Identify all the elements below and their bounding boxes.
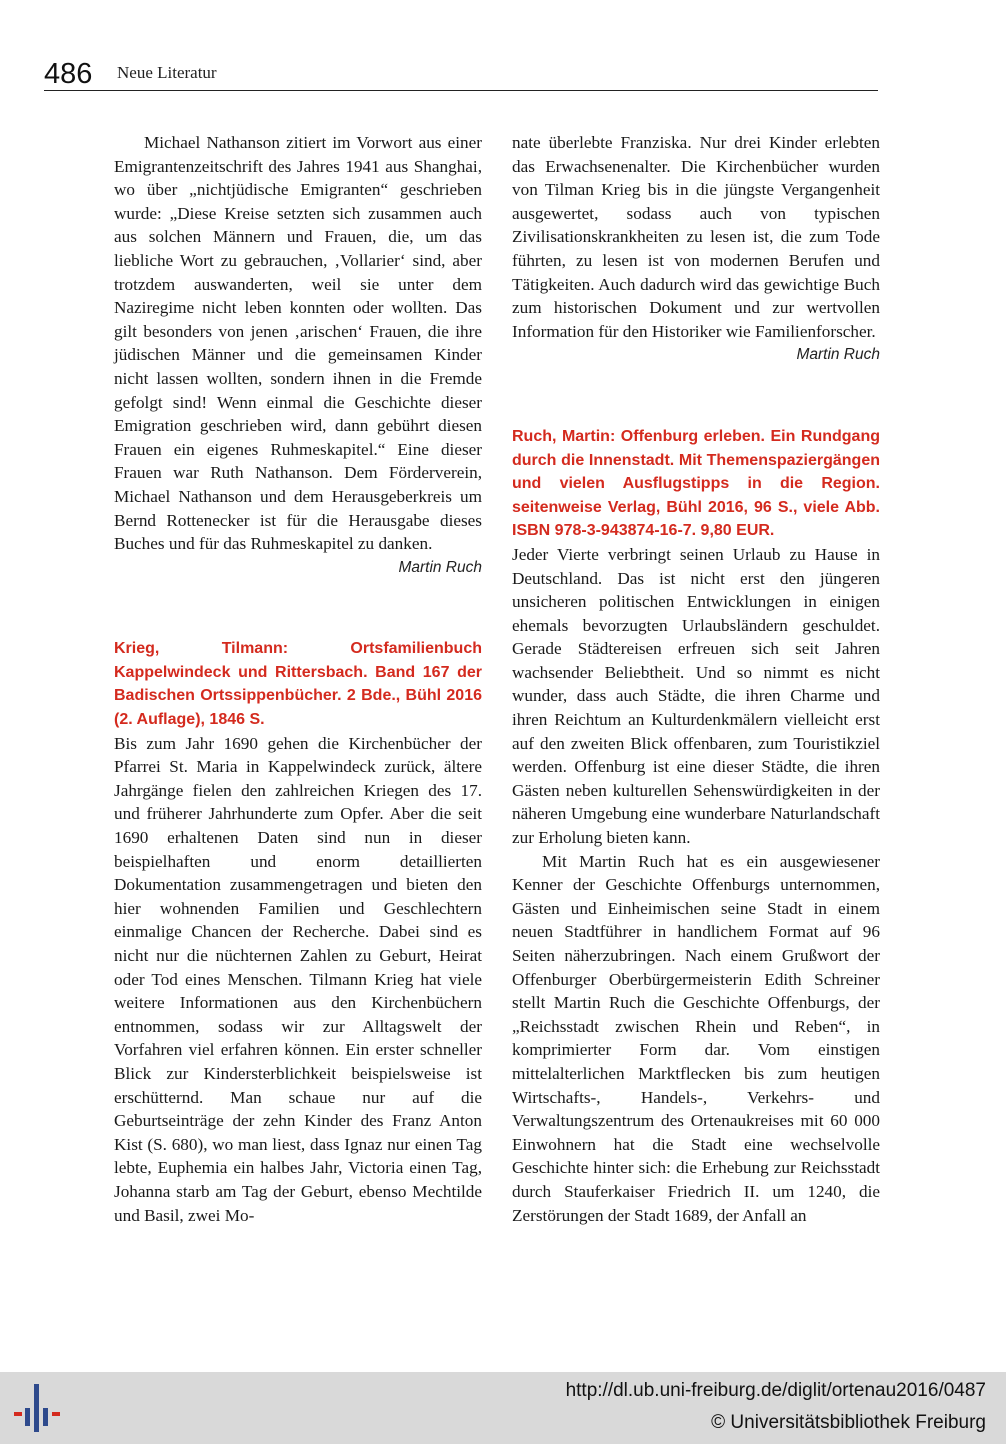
- right-column: [512, 131, 880, 1227]
- review2-signature-line: [512, 343, 880, 367]
- review3-heading: Ruch, Martin: Offenburg erleben. Ein Rundgang durch die Innenstadt. Mit Themenspaziergängen und vielen Ausflugstipps in die Region. seitenweise Verlag, Bühl 2016, 96 S., viele Abb. ISBN 978-3-943874-16-7. 9,80 EUR.: [512, 427, 880, 540]
- reviewer-signature: Martin Ruch: [796, 346, 880, 364]
- review2-text-continued: nate überlebte Franziska. Nur drei Kinder erlebten das Erwachsenenalter. Die Kirchenbücher wurden von Tilman Krieg bis in die jüngste Vergangenheit ausgewertet, sodass auch von typischen Zivilisationskrankheiten zu lesen ist, die zum Tode führten, zu lesen ist von modernen Berufen und Tätigkeiten. Auch dadurch wird das gewichtige Buch zum historischen Dokument und zur wertvollen Information für den Historiker wie Familienforscher.: [512, 133, 880, 341]
- copyright-notice: © Universitätsbibliothek Freiburg: [711, 1412, 986, 1433]
- review3-text-p1: Jeder Vierte verbringt seinen Urlaub zu Hause in Deutschland. Das ist nicht erst den jüngeren unsicheren politischen Entwicklungen in einigen ehemals bevorzugten Urlaubsländern geschuldet. Gerade Städtereisen erfreuen sich seit Jahren wachsender Beliebtheit. Und so nimmt es nicht wunder, dass auch Städte, die ihren Charme und ihren Reichtum an Kulturdenkmälern vielleicht erst auf den zweiten Blick offenbaren, zum Touristikziel werden. Offenburg ist eine dieser Städte, die ihren Gästen neben kulturellen Sehenswürdigkeiten in der näheren Umgebung eine wunderbare Naturlandschaft zur Erholung bieten kann.: [512, 544, 880, 848]
- review3-text-p2: Mit Martin Ruch hat es ein ausgewiesener Kenner der Geschichte Offenburgs unternommen, Gästen und Einheimischen seine Stadt in einem neuen Stadtführer in handlichem Format auf 96 Seiten näherzubringen. Nach einem Grußwort der Offenburger Oberbürgermeisterin Edith Schreiner stellt Martin Ruch die Geschichte Offenburgs, der „Reichsstadt zwischen Rhein und Reben“, in komprimierter Form dar. Vom einstigen mittelalterlichen Marktflecken bis zum heutigen Wirtschafts-, Handels-, Verkehrs- und Verwaltungszentrum des Ortenaukreises mit 60 000 Einwohnern hat die Stadt eine wechselvolle Geschichte hinter sich: die Erhebung zur Reichsstadt durch Stauferkaiser Friedrich II. um 1240, die Zerstörungen der Stadt 1689, der Anfall an: [512, 851, 880, 1225]
- library-footer: [0, 1372, 1006, 1444]
- review-separator: [114, 579, 482, 637]
- left-column: [114, 131, 482, 1227]
- review2-text: Bis zum Jahr 1690 gehen die Kirchenbücher der Pfarrei St. Maria in Kappelwindeck zurück, ältere Jahrgänge fielen den zahlreichen Kriegen des 17. und früherer Jahrhunderte zum Opfer. Aber die seit 1690 erhaltenen Daten sind nun in dieser beispielhaften und enorm detaillierten Dokumentation zusammengetragen und bieten den hier wohnenden Familien und Geschlechtern einmalige Chancen der Recherche. Dabei sind es nicht nur die nüchternen Zahlen zu Geburt, Heirat oder Tod eines Menschen. Tilmann Krieg hat viele weitere Informationen aus den Kirchenbüchern entnommen, sodass wir zur Alltagswelt der Vorfahren viel erfahren können. Ein erster schneller Blick zur Kindersterblichkeit beispielsweise ist erschütternd. Man schaue nur auf die Geburtseinträge der zehn Kinder des Franz Anton Kist (S. 680), wo man liest, dass Ignaz nur einen Tag lebte, Euphemia ein halbes Jahr, Victoria einen Tag, Johanna starb am Tag der Geburt, ebenso Mechtilde und Basil, zwei Mo-: [114, 733, 482, 1225]
- page-header: [44, 58, 878, 91]
- running-title: Neue Literatur: [117, 63, 217, 82]
- review2-heading: Krieg, Tilmann: Ortsfamilienbuch Kappelwindeck und Rittersbach. Band 167 der Badischen Ortssippenbücher. 2 Bde., Bühl 2016 (2. Auflage), 1846 S.: [114, 640, 482, 729]
- document-url-link[interactable]: http://dl.ub.uni-freiburg.de/diglit/ortenau2016/0487: [565, 1380, 986, 1401]
- page-number: 486: [44, 58, 93, 90]
- review-separator: [512, 367, 880, 425]
- review1-text-end: Michael Nathanson zitiert im Vorwort aus einer Emigrantenzeitschrift des Jahres 1941 aus Shanghai, wo über „nichtjüdische Emigranten“ geschrieben wurde: „Diese Kreise setzten sich zusammen auch aus solchen Männern und Frauen, die, um das liebliche Wort zu gebrauchen, ‚Vollarier‘ sind, aber trotzdem auswanderten, weil sie unter dem Naziregime nicht leben konnten oder wollten. Das gilt besonders von jenen ‚arischen‘ Frauen, die ihre jüdischen Männer und die gemeinsamen Kinder nicht lassen wollten, sondern ihnen in die Fremde gefolgt sind! Wenn einmal die Geschichte dieser Emigration geschrieben wird, dann gebührt diesen Frauen ein eigenes Ruhmeskapitel.“ Eine dieser Frauen war Ruth Nathanson. Dem Förderverein, Michael Nathanson und dem Herausgeberkreis um Bernd Rottenecker ist für die Herausgabe dieses Buches und für das Ruhmeskapitel zu danken.: [114, 133, 482, 554]
- review1-signature-line: [114, 556, 482, 580]
- reviewer-signature: Martin Ruch: [398, 558, 482, 576]
- ub-freiburg-logo-icon[interactable]: [12, 1382, 64, 1434]
